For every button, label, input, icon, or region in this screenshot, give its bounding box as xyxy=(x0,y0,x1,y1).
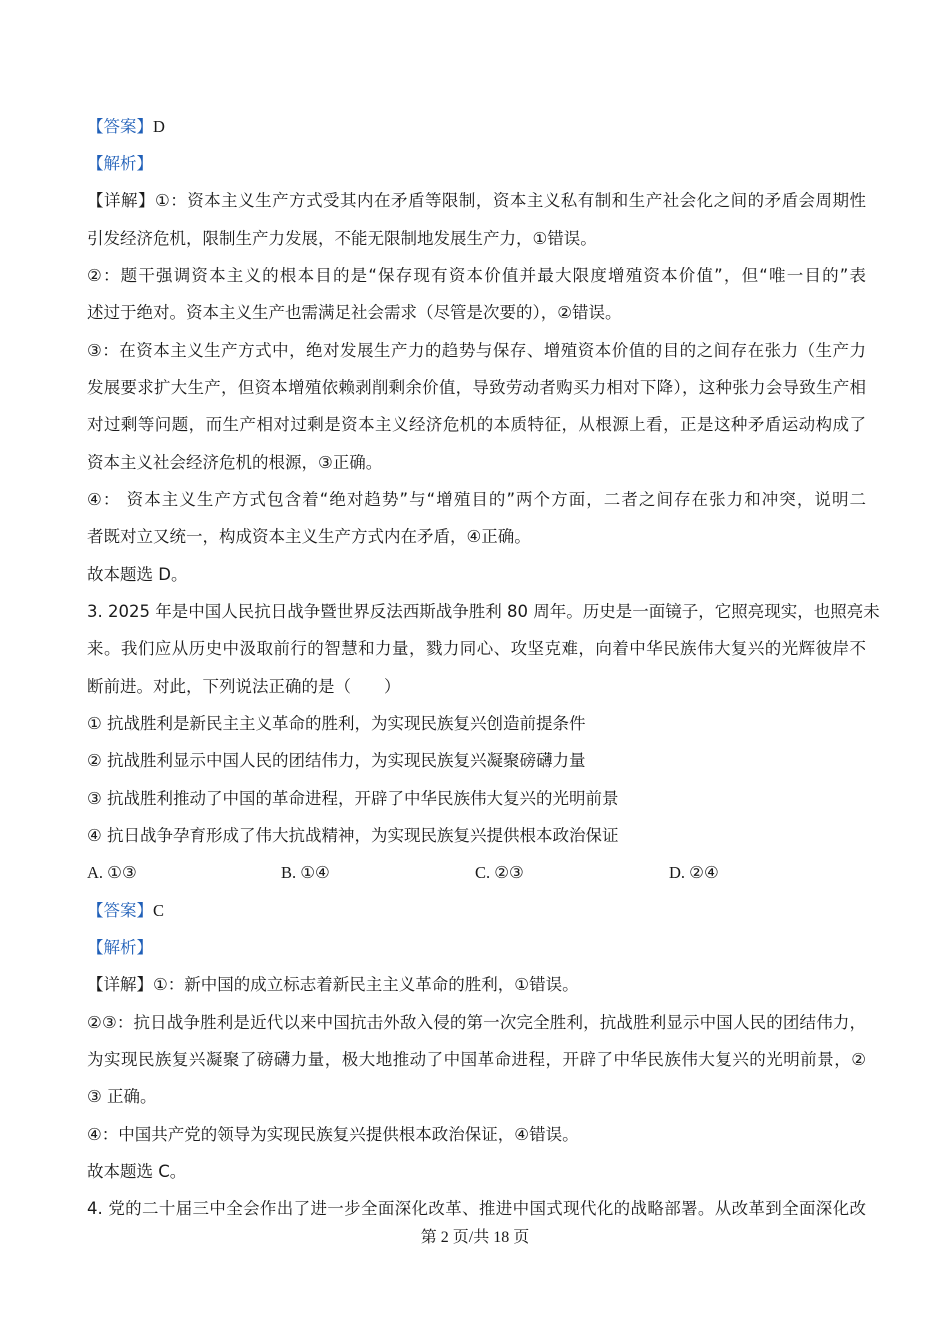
q3-stem: 断前进。对此，下列说法正确的是（ ） xyxy=(87,677,401,696)
q3-stem: 来。我们应从历史中汲取前行的智慧和力量，戮力同心、攻坚克难，向着中华民族伟大复兴的光辉彼岸不 xyxy=(87,639,866,658)
q3-statement: ③ 抗战胜利推动了中国的革命进程，开辟了中华民族伟大复兴的光明前景 xyxy=(87,789,619,808)
option-c: C. ②③ xyxy=(475,863,524,882)
detail-text: ③ 正确。 xyxy=(87,1087,157,1106)
q3-answer-line xyxy=(87,900,866,922)
q2-answer-line xyxy=(87,116,866,138)
q3-detail-line xyxy=(87,974,866,996)
q2-detail-line xyxy=(87,190,866,212)
q3-statement: ④ 抗日战争孕育形成了伟大抗战精神，为实现民族复兴提供根本政治保证 xyxy=(87,826,619,845)
answer-label: 【答案】 xyxy=(87,117,153,136)
detail-text: ②③：抗日战争胜利是近代以来中国抗击外敌入侵的第一次完全胜利，抗战胜利显示中国人民的团结伟力， xyxy=(87,1013,866,1032)
q4-stem: 4. 党的二十届三中全会作出了进一步全面深化改革、推进中国式现代化的战略部署。从改革到全面深化改 xyxy=(87,1199,866,1218)
detail-text: ④：中国共产党的领导为实现民族复兴提供根本政治保证，④错误。 xyxy=(87,1125,579,1144)
option-d: D. ②④ xyxy=(669,863,719,882)
detail-text: 资本主义社会经济危机的根源，③正确。 xyxy=(87,453,383,472)
answer-value: C xyxy=(153,901,165,920)
q3-statement: ① 抗战胜利是新民主主义革命的胜利，为实现民族复兴创造前提条件 xyxy=(87,714,586,733)
detail-text: 者既对立又统一，构成资本主义生产方式内在矛盾，④正确。 xyxy=(87,527,531,546)
detail-text: 引发经济危机，限制生产力发展，不能无限制地发展生产力，①错误。 xyxy=(87,229,597,248)
detail-text: 发展要求扩大生产，但资本增殖依赖剥削剩余价值，导致劳动者购买力相对下降），这种张力会导致生产相 xyxy=(87,378,866,397)
detail-text: ②：题干强调资本主义的根本目的是“保存现有资本价值并最大限度增殖资本价值”，但“唯一目的”表 xyxy=(87,266,866,285)
analysis-label: 【解析】 xyxy=(87,938,153,957)
detail-text: 为实现民族复兴凝聚了磅礴力量，极大地推动了中国革命进程，开辟了中华民族伟大复兴的光明前景，② xyxy=(87,1050,866,1069)
answer-label: 【答案】 xyxy=(87,901,153,920)
q3-statement: ② 抗战胜利显示中国人民的团结伟力，为实现民族复兴凝聚磅礴力量 xyxy=(87,751,586,770)
conclusion-text: 故本题选 C。 xyxy=(87,1162,187,1181)
q3-stem: 3. 2025 年是中国人民抗日战争暨世界反法西斯战争胜利 80 周年。历史是一面镜子，它照亮现实，也照亮未 xyxy=(87,602,880,621)
option-b: B. ①④ xyxy=(281,863,330,882)
detail-text: ③：在资本主义生产方式中，绝对发展生产力的趋势与保存、增殖资本价值的目的之间存在张力（生产力 xyxy=(87,341,866,360)
detail-text: 对过剩等问题，而生产相对过剩是资本主义经济危机的本质特征，从根源上看，正是这种矛盾运动构成了 xyxy=(87,415,866,434)
q3-options xyxy=(87,862,867,884)
page-number: 第 2 页/共 18 页 xyxy=(420,1229,530,1246)
detail-text: ①：资本主义生产方式受其内在矛盾等限制，资本主义私有制和生产社会化之间的矛盾会周期性 xyxy=(154,191,867,210)
detail-text: 述过于绝对。资本主义生产也需满足社会需求（尽管是次要的），②错误。 xyxy=(87,303,622,322)
detail-label: 【详解】 xyxy=(87,191,155,210)
detail-label: 【详解】 xyxy=(87,975,153,994)
option-a: A. ①③ xyxy=(87,863,137,882)
answer-value: D xyxy=(153,117,165,136)
conclusion-text: 故本题选 D。 xyxy=(87,565,188,584)
detail-text: ④： 资本主义生产方式包含着“绝对趋势”与“增殖目的”两个方面，二者之间存在张力和冲突，说明二 xyxy=(87,490,866,509)
detail-text: ①：新中国的成立标志着新民主主义革命的胜利，①错误。 xyxy=(153,975,579,994)
analysis-label: 【解析】 xyxy=(87,154,153,173)
